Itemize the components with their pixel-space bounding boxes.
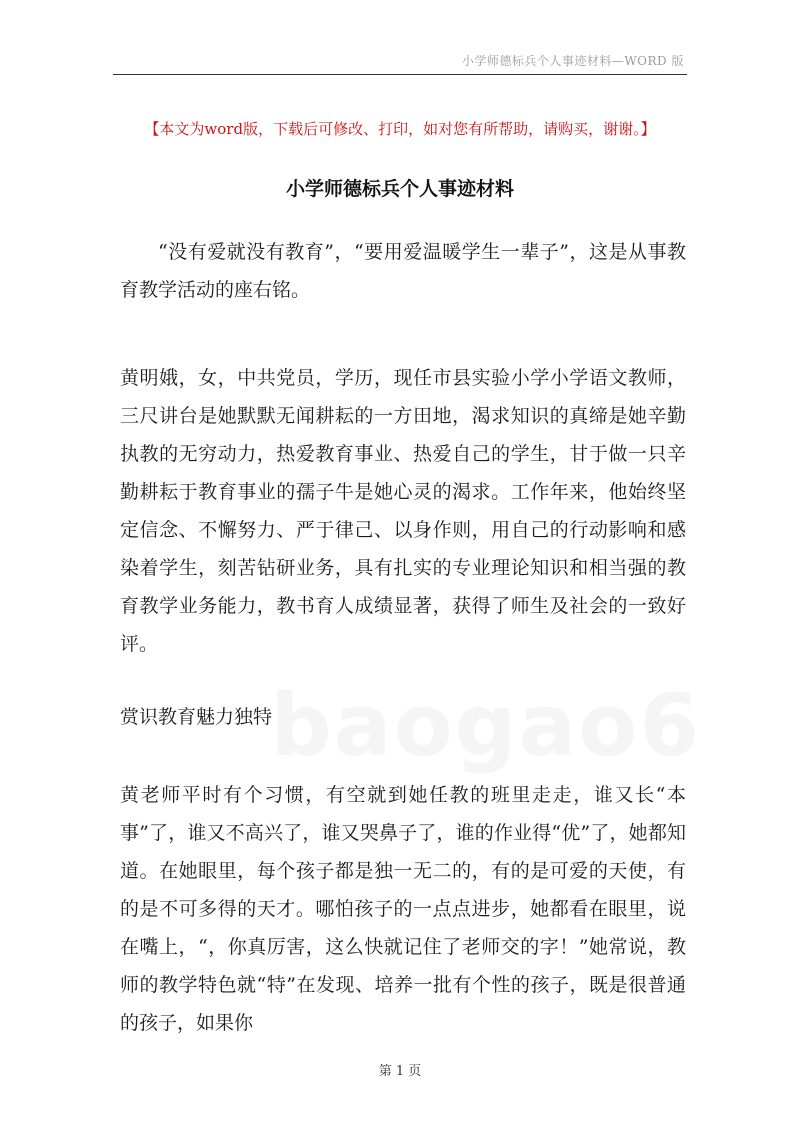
- paragraph-appreciation: 黄老师平时有个习惯，有空就到她任教的班里走走，谁又长“本事”了，谁又不高兴了，谁又哭鼻子了，谁的作业得“优”了，她都知道。在她眼里，每个孩子都是独一无二的，有的是可爱的天使，有的是不可多得的天才。哪怕孩子的一点点进步，她都看在眼里，说在嘴上，“，你真厉害，这么快就记住了老师交的字！”她常说，教师的教学特色就“特”在发现、培养一批有个性的孩子，既是很普通的孩子，如果你: [120, 784, 686, 1034]
- paragraph-profile: 黄明娥，女，中共党员，学历，现任市县实验小学小学语文教师，三尺讲台是她默默无闻耕耘的一方田地，渴求知识的真缔是她辛勤执教的无穷动力，热爱教育事业、热爱自己的学生，甘于做一只辛勤耕耘于教育事业的孺子牛是她心灵的渴求。工作年来，他始终坚定信念、不懈努力、严于律己、以身作则，用自己的行动影响和感染着学生，刻苦钻研业务，具有扎实的专业理论知识和相当强的教育教学业务能力，教书育人成绩显著，获得了师生及社会的一致好评。: [120, 367, 686, 655]
- page-number: 第 1 页: [378, 1064, 422, 1079]
- section-heading: 赏识教育魅力独特: [120, 706, 273, 728]
- purchase-notice: 【本文为word版，下载后可修改、打印，如对您有所帮助，请购买，谢谢。】: [144, 120, 656, 138]
- watermark-logo: baogao6: [270, 676, 702, 776]
- running-header: 小学师德标兵个人事迹材料—WORD 版: [461, 54, 684, 68]
- document-title: 小学师德标兵个人事迹材料: [285, 178, 514, 200]
- paragraph-motto: “没有爱就没有教育”，“要用爱温暖学生一辈子”，这是从事教育教学活动的座右铭。: [120, 241, 686, 301]
- header-divider: [113, 74, 687, 75]
